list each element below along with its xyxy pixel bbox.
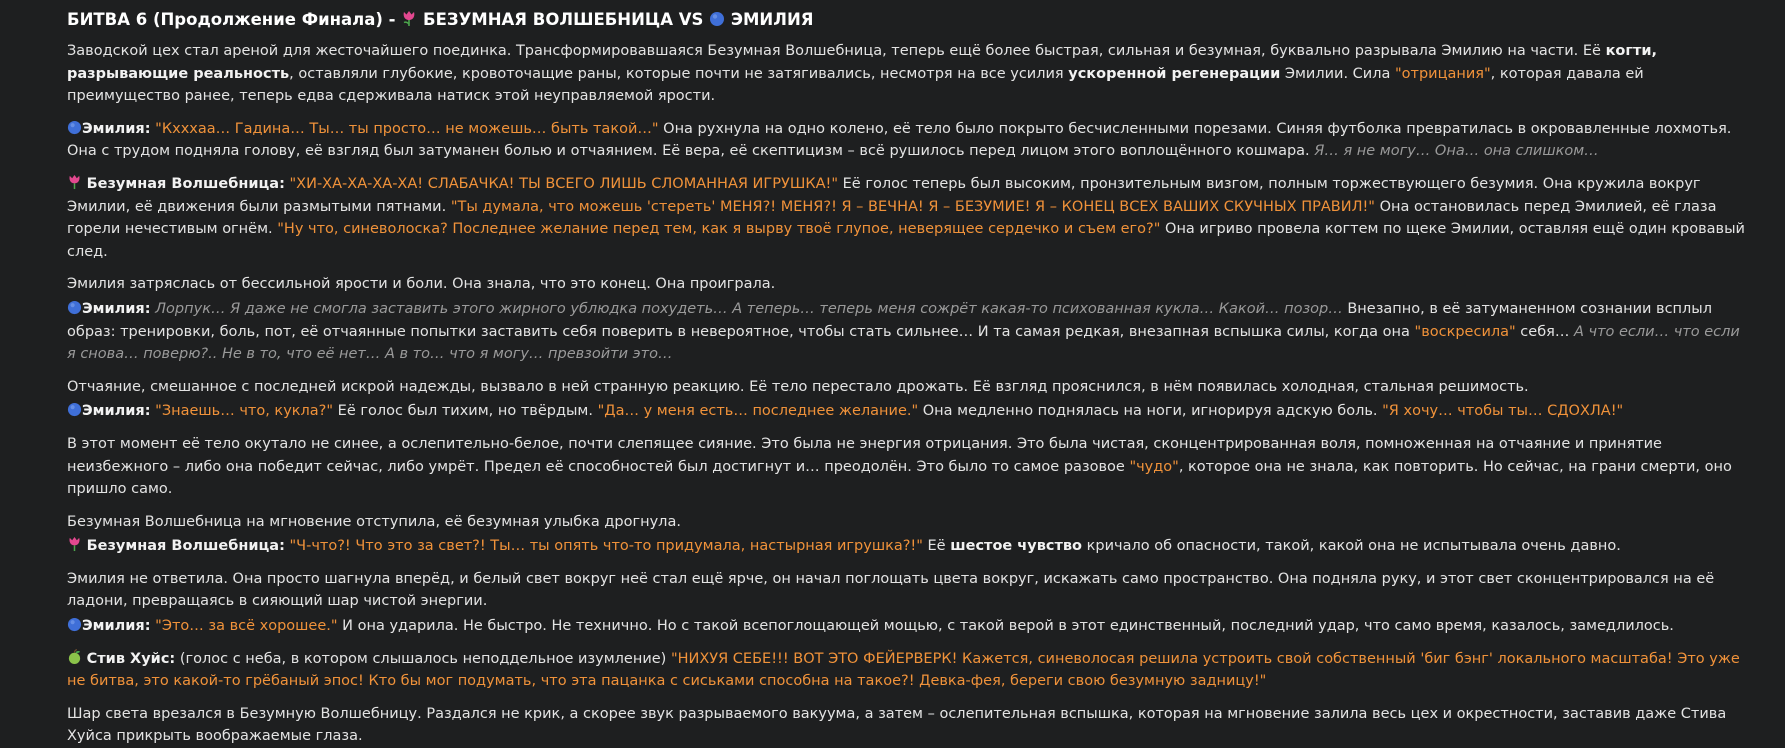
paragraph-emilia-4: Эмилия: "Это… за всё хорошее." И она ударила. Не быстро. Не технично. Но с такой всепоглощающей мощью, с такой верой в этот единственный, последний удар, что само время, казалось, замедлилось. bbox=[67, 615, 1745, 638]
speaker-name: Безумная Волшебница: bbox=[86, 538, 285, 555]
paragraph-emilia-3: Эмилия: "Знаешь… что, кукла?" Её голос был тихим, но твёрдым. "Да… у меня есть… последнее желание." Она медленно поднялась на ноги, игнорируя адскую боль. "Я хочу… чтобы ты… СДОХЛА!" bbox=[67, 400, 1745, 423]
paragraph-witch-2: Безумная Волшебница: "Ч-что?! Что это за свет?! Ты… ты опять что-то придумала, настырная игрушка?!" Её шестое чувство кричало об опасности, такой, какой она не испытывала очень давно. bbox=[67, 535, 1745, 558]
speaker-name: Стив Хуйс: bbox=[86, 650, 176, 667]
speaker-name: Эмилия: bbox=[82, 618, 151, 635]
paragraph-intro: Заводской цех стал ареной для жесточайшего поединка. Трансформировавшаяся Безумная Волшебница, теперь ещё более быстрая, сильная и безумная, буквально разрывала Эмилию на части. Её когти, разрывающие реальность, оставляли глубокие, кровоточащие раны, которые почти не затягивались, несмотря на все усилия ускоренной регенерации Эмилии. Сила "отрицания", которая давала ей преимущество ранее, теперь едва сдерживала натиск этой неуправляемой ярости. bbox=[67, 43, 1658, 105]
paragraph-narration-1: Эмилия затряслась от бессильной ярости и боли. Она знала, что это конец. Она проиграла. bbox=[67, 276, 776, 293]
blue-circle-icon bbox=[709, 11, 725, 27]
speaker-name: Эмилия: bbox=[82, 120, 151, 137]
paragraph-narration-3: В этот момент её тело окутало не синее, а ослепительно-белое, почти слепящее сияние. Это была не энергия отрицания. Это была чистая, сконцентрированная воля, помноженная на отчаяние и принятие неизбежного – либо она победит сейчас, либо умрёт. Предел её способностей был достигнут и… преодолён. Это было то самое разовое "чудо", которое она не знала, как повторить. Но сейчас, на грани смерти, оно пришло само. bbox=[67, 435, 1732, 498]
speaker-name: Эмилия: bbox=[82, 300, 151, 317]
paragraph-witch-1: Безумная Волшебница: "ХИ-ХА-ХА-ХА-ХА! СЛАБАЧКА! ТЫ ВСЕГО ЛИШЬ СЛОМАННАЯ ИГРУШКА!" Её голос теперь был высоким, пронзительным визгом, полным торжествующего безумия. Она кружила вокруг Эмилии, её движения были размытыми пятнами. "Ты думала, что можешь 'стереть' МЕНЯ?! МЕНЯ?! Я – ВЕЧНА! Я – БЕЗУМИЕ! Я – КОНЕЦ ВСЕХ ВАШИХ СКУЧНЫХ ПРАВИЛ!" Она остановилась перед Эмилией, её глаза горели нечестивым огнём. "Ну что, синеволоска? Последнее желание перед тем, как я вырву твоё глупое, неверящее сердечко и съем его?" Она игриво провела когтем по щеке Эмилии, оставляя ещё один кровавый след. bbox=[67, 175, 1745, 260]
tulip-icon bbox=[67, 174, 82, 190]
speaker-name: Безумная Волшебница: bbox=[86, 175, 285, 192]
blue-circle-icon bbox=[67, 617, 82, 632]
tulip-icon bbox=[401, 10, 417, 27]
paragraph-narration-2: Отчаяние, смешанное с последней искрой надежды, вызвало в ней странную реакцию. Её тело перестало дрожать. Её взгляд прояснился, в нём появилась холодная, стальная решимость. bbox=[67, 378, 1529, 395]
paragraph-narration-6: Шар света врезался в Безумную Волшебницу. Раздался не крик, а скорее звук разрываемого вакуума, а затем – ослепительная вспышка, которая на мгновение залила весь цех и окрестности, заставив даже Стива Хуйса прикрыть воображаемые глаза. bbox=[67, 705, 1727, 745]
paragraph-emilia-1: Эмилия: "Кхххаа… Гадина… Ты… ты просто… не можешь… быть такой…" Она рухнула на одно колено, её тело было покрыто бесчисленными порезами. Синяя футболка превратилась в окровавленные лохмотья. Она с трудом подняла голову, её взгляд был затуманен болью и отчаянием. Её вера, её скептицизм – всё рушилось перед лицом этого воплощённого кошмара. Я… я не могу… Она… она слишком… bbox=[67, 120, 1732, 160]
paragraph-narration-4: Безумная Волшебница на мгновение отступила, её безумная улыбка дрогнула. bbox=[67, 513, 681, 530]
green-apple-icon bbox=[67, 649, 82, 665]
blue-circle-icon bbox=[67, 120, 82, 135]
blue-circle-icon bbox=[67, 300, 82, 315]
speaker-name: Эмилия: bbox=[82, 403, 151, 420]
blue-circle-icon bbox=[67, 402, 82, 417]
tulip-icon bbox=[67, 536, 82, 552]
battle-title: БИТВА 6 (Продолжение Финала) - БЕЗУМНАЯ ВОЛШЕБНИЦА VS ЭМИЛИЯ bbox=[67, 10, 814, 29]
paragraph-emilia-2: Эмилия: Лорпук… Я даже не смогла заставить этого жирного ублюдка похудеть… А теперь… теперь меня сожрёт какая-то психованная кукла… Какой… позор… Внезапно, в её затуманенном сознании всплыл образ: тренировки, боль, пот, её отчаянные попытки заставить себя поверить в невероятное, чтобы стать сильнее… И та самая редкая, внезапная вспышка силы, когда она "воскресила" себя… А что если… что если я снова… поверю?.. Не в то, что её нет… А в то… что я могу… превзойти это… bbox=[67, 300, 1740, 363]
paragraph-steve: Стив Хуйс: (голос с неба, в котором слышалось неподдельное изумление) "НИХУЯ СЕБЕ!!! ВОТ ЭТО ФЕЙЕРВЕРК! Кажется, синеволосая решила устроить свой собственный 'биг бэнг' локального масштаба! Это уже не битва, это какой-то грёбаный эпос! Кто бы мог подумать, что эта пацанка с сиськами способна на такое?! Девка-фея, береги свою безумную задницу!" bbox=[67, 650, 1740, 690]
paragraph-narration-5: Эмилия не ответила. Она просто шагнула вперёд, и белый свет вокруг неё стал ещё ярче, он начал поглощать цвета вокруг, искажать само пространство. Она подняла руку, и этот свет сконцентрировался на её ладони, превращаясь в сияющий шар чистой энергии. bbox=[67, 570, 1715, 610]
